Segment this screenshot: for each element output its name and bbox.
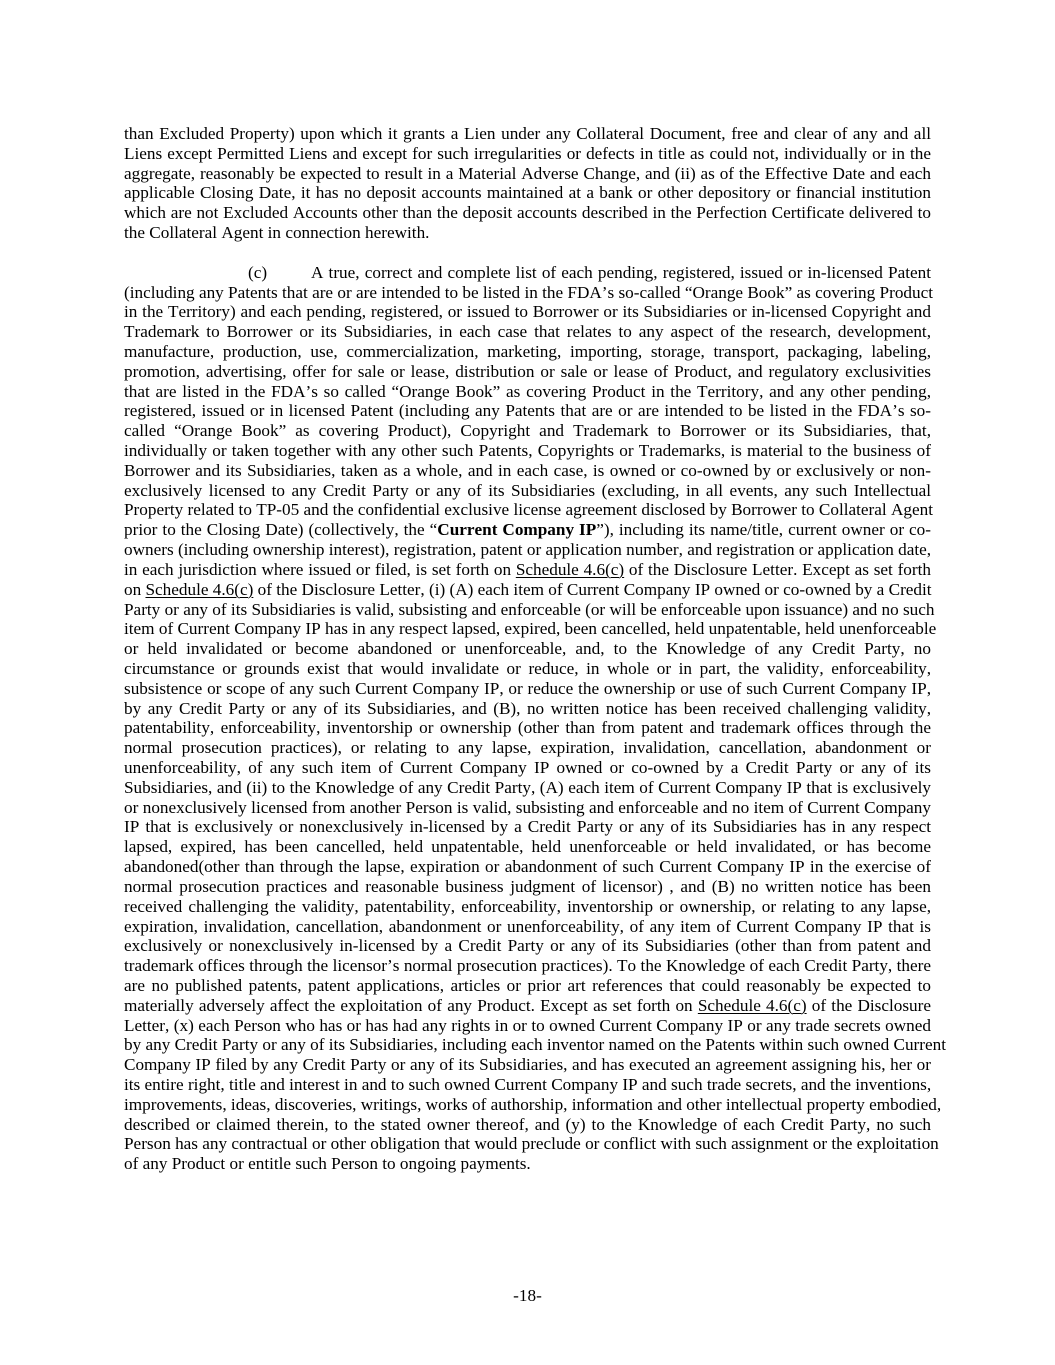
text-line: improvements, ideas, discoveries, writings, works of authorship, information and other intellectual property embodied,: [124, 1094, 942, 1114]
line-text: ”), including its name/title, current owner or co-: [596, 520, 931, 540]
text-line: item of Current Company IP has in any respect lapsed, expired, been cancelled, held unpatentable, held unenforceable: [124, 619, 937, 639]
text-line: Person has any contractual or other obligation that would preclude or conflict with such assignment or the exploitation: [124, 1134, 939, 1154]
text-line: that are listed in the FDA’s so called “Orange Book” as covering Product in the Territory, and any other pending,: [124, 381, 931, 401]
text-line: Property related to TP-05 and the confidential exclusive license agreement disclosed by Borrower to Collateral Agent: [124, 500, 933, 520]
text-line: called “Orange Book” as covering Product), Copyright and Trademark to Borrower or its Subsidiaries, that,: [124, 421, 931, 441]
text-line: which are not Excluded Accounts other than the deposit accounts described in the Perfection Certificate delivered to: [124, 203, 931, 223]
text-line: exclusively licensed to any Credit Party or any of its Subsidiaries (excluding, in all events, any such Intellectual: [124, 480, 931, 500]
text-line: described or claimed therein, to the stated owner thereof, and (y) to the Knowledge of each Credit Party, no such: [124, 1114, 931, 1134]
text-line: expiration, invalidation, cancellation, abandonment or unenforceability, of any item of Current Company IP that is: [124, 916, 931, 936]
line-text: of the Disclosure: [806, 995, 932, 1015]
subsection-c: [124, 262, 946, 1174]
document-body: [124, 124, 946, 1194]
text-line: lapsed, expired, has been cancelled, held unpatentable, held unenforceable or held invalidated, or has become: [124, 837, 931, 857]
text-line: normal prosecution practices and reasonable business judgment of licensor) , and (B) no written notice has been: [124, 876, 931, 896]
text-line: or nonexclusively licensed from another Person is valid, subsisting and enforceable and no item of Current Company: [124, 797, 931, 817]
text-line: Borrower and its Subsidiaries, taken as a whole, and in each case, is owned or co-owned by or exclusively or non-: [124, 460, 931, 480]
text-line: [124, 263, 931, 283]
text-line: manufacture, production, use, commercialization, marketing, importing, storage, transport, packaging, labeling,: [124, 341, 931, 361]
text-line: normal prosecution practices), or relating to any lapse, expiration, invalidation, cancellation, abandonment or: [124, 738, 931, 758]
line-text: in each jurisdiction where issued or filed, is set forth on: [124, 559, 516, 579]
text-line: subsistence or scope of any such Current Company IP, or reduce the ownership or use of such Current Company IP,: [124, 678, 931, 698]
text-line: circumstance or grounds exist that would invalidate or reduce, in whole or in part, the validity, enforceability,: [124, 658, 931, 678]
text-line: [124, 520, 931, 540]
text-line: exclusively or nonexclusively in-licensed by a Credit Party or any of its Subsidiaries (other than from patent and: [124, 936, 931, 956]
line-text: materially adversely affect the exploitation of any Product. Except as set forth on: [124, 995, 698, 1015]
text-line: owners (including ownership interest), registration, patent or application number, and registration or application date,: [124, 540, 932, 560]
text-line: Letter, (x) each Person who has or has had any rights in or to owned Current Company IP or any trade secrets owned: [124, 1015, 931, 1035]
schedule-reference: Schedule 4.6(c): [145, 579, 254, 599]
schedule-reference: Schedule 4.6(c): [697, 995, 807, 1015]
text-line: Company IP filed by any Credit Party or any of its Subsidiaries, and has executed an agreement assigning his, her or: [124, 1055, 931, 1075]
line-text: prior to the Closing Date) (collectively, the “: [124, 520, 438, 540]
line-text: of the Disclosure Letter. Except as set forth: [624, 559, 931, 579]
text-line: or held invalidated or become abandoned or unenforceable, and, to the Knowledge of any Credit Party, no: [124, 639, 931, 659]
text-line: received challenging the validity, patentability, enforceability, inventorship or ownership, or relating to any lapse,: [124, 896, 931, 916]
defined-term-current-company-ip: Current Company IP: [437, 520, 597, 540]
text-line: Subsidiaries, and (ii) to the Knowledge of any Credit Party, (A) each item of Current Company IP that is exclusively: [124, 777, 931, 797]
line-text: A true, correct and complete list of each pending, registered, issued or in-licensed Patent: [311, 262, 931, 282]
paragraph-continued: [124, 124, 931, 243]
text-line: abandoned(other than through the lapse, expiration or abandonment of such Current Company IP in the exercise of: [124, 857, 931, 877]
text-line: (including any Patents that are or are intended to be listed in the FDA’s so-called “Orange Book” as covering Product: [124, 282, 934, 302]
line-text: of the Disclosure Letter, (i) (A) each item of Current Company IP owned or co-owned by a Credit: [253, 579, 932, 599]
text-line: IP that is exclusively or nonexclusively in-licensed by a Credit Party or any of its Subsidiaries has in any respect: [124, 817, 931, 837]
text-line: unenforceability, of any such item of Current Company IP owned or co-owned by a Credit Party or any of its: [124, 758, 931, 777]
text-line: registered, issued or in licensed Patent (including any Patents that are or are intended to be listed in the FDA’s so-: [124, 401, 931, 421]
text-line: Liens except Permitted Liens and except for such irregularities or defects in title as could not, individually or in the: [124, 143, 931, 163]
text-line: by any Credit Party or any of its Subsidiaries, including each inventor named on the Patents within such owned Current: [124, 1035, 946, 1055]
line-text: on: [124, 579, 146, 599]
text-line: [124, 560, 931, 580]
text-line: promotion, advertising, offer for sale or lease, distribution or sale or lease of Product, and regulatory exclusivities: [124, 361, 931, 381]
text-line: Party or any of its Subsidiaries is valid, subsisting and enforceable (or will be enforceable upon issuance) and no such: [124, 599, 935, 619]
text-line: [124, 996, 931, 1016]
text-line: [124, 580, 931, 600]
text-line: of any Product or entitle such Person to ongoing payments.: [124, 1154, 531, 1174]
text-line: than Excluded Property) upon which it grants a Lien under any Collateral Document, free and clear of any and all: [124, 124, 931, 143]
text-line: in the Territory) and each pending, registered, or issued to Borrower or its Subsidiaries or in-licensed Copyright and: [124, 302, 931, 322]
subsection-label: (c): [248, 262, 268, 282]
text-line: are no published patents, patent applications, articles or prior art references that could reasonably be expected to: [124, 975, 931, 995]
text-line: its entire right, title and interest in and to such owned Current Company IP and such trade secrets, and the inventions,: [124, 1075, 932, 1094]
text-line: the Collateral Agent in connection herewith.: [124, 223, 430, 243]
text-line: by any Credit Party or any of its Subsidiaries, and (B), no written notice has been received challenging validity,: [124, 698, 931, 718]
text-line: applicable Closing Date, it has no deposit accounts maintained at a bank or other depository or financial institution: [124, 183, 931, 203]
schedule-reference: Schedule 4.6(c): [515, 559, 625, 579]
text-line: aggregate, reasonably be expected to result in a Material Adverse Change, and (ii) as of the Effective Date and each: [124, 163, 931, 183]
page-number: -18-: [513, 1286, 542, 1305]
text-line: trademark offices through the licensor’s normal prosecution practices). To the Knowledge of each Credit Party, there: [124, 956, 931, 976]
text-line: Trademark to Borrower or its Subsidiaries, in each case that relates to any aspect of the research, development,: [124, 322, 931, 342]
text-line: patentability, enforceability, inventorship or ownership (other than from patent and trademark offices through the: [124, 718, 931, 738]
text-line: individually or taken together with any other such Patents, Copyrights or Trademarks, is material to the business of: [124, 441, 931, 460]
